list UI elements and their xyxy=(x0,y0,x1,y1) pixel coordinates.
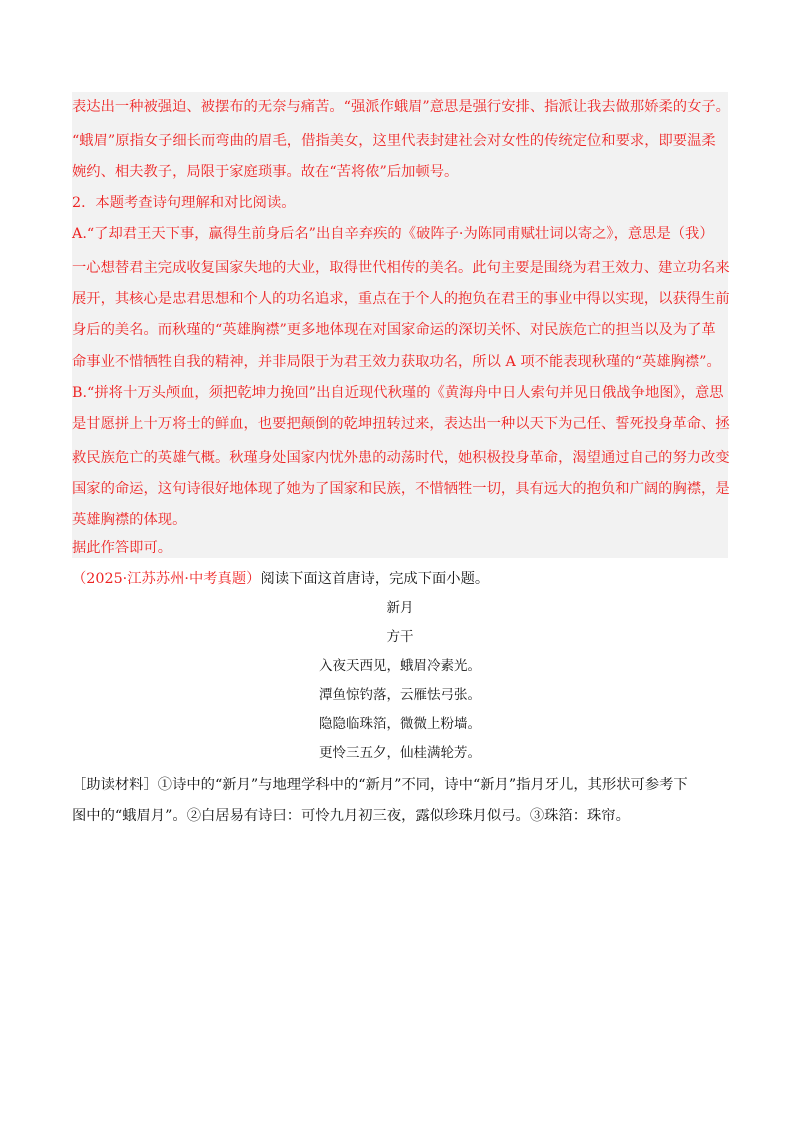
reading-notes-line: 图中的“蛾眉月”。②白居易有诗曰：可怜九月初三夜，露似珍珠月似弓。③珠箔：珠帘。 xyxy=(72,808,630,824)
analysis-closing: 据此作答即可。 xyxy=(72,540,173,556)
analysis-line: 表达出一种被强迫、被摆布的无奈与痛苦。“强派作蛾眉”意思是强行安排、指派让我去做那娇柔的女子。 xyxy=(72,99,730,115)
poem-title: 新月 xyxy=(386,600,414,616)
question-source: （2025·江苏苏州·中考真题） xyxy=(72,571,261,587)
analysis-line: “蛾眉”原指女子细长而弯曲的眉毛，借指美女，这里代表封建社会对女性的传统定位和要求，即要温柔 xyxy=(72,133,716,149)
analysis-line: 婉约、相夫教子，局限于家庭琐事。故在“苦将侬”后加顿号。 xyxy=(72,164,459,180)
poem-line: 更怜三五夕，仙桂满轮芳。 xyxy=(319,745,481,761)
analysis-line: 英雄胸襟的体现。 xyxy=(72,512,187,528)
analysis-line: 命事业不惜牺牲自我的精神，并非局限于为君王效力获取功名，所以 A 项不能表现秋瑾的“英雄胸襟”。 xyxy=(72,354,721,370)
question-stem xyxy=(72,569,489,589)
question-prompt: 阅读下面这首唐诗，完成下面小题。 xyxy=(260,571,490,587)
analysis-line: 一心想替君主完成收复国家失地的大业，取得世代相传的美名。此句主要是围绕为君王效力、建立功名来 xyxy=(72,260,730,276)
reading-notes-line: ［助读材料］①诗中的“新月”与地理学科中的“新月”不同，诗中“新月”指月牙儿，其形状可参考下 xyxy=(72,777,688,793)
poem-line: 入夜天西见，蛾眉冷素光。 xyxy=(319,658,481,674)
analysis-line: 身后的美名。而秋瑾的“英雄胸襟”更多地体现在对国家命运的深切关怀、对民族危亡的担当以及为了革 xyxy=(72,322,716,338)
analysis-line: 展开，其核心是忠君思想和个人的功名追求，重点在于个人的抱负在君王的事业中得以实现，以获得生前 xyxy=(72,291,730,307)
analysis-line: A.“了却君王天下事，赢得生前身后名”出自辛弃疾的《破阵子·为陈同甫赋壮词以寄之》，意思是（我） xyxy=(72,226,714,242)
analysis-line: 国家的命运，这句诗很好地体现了她为了国家和民族，不惜牺牲一切，具有远大的抱负和广阔的胸襟，是 xyxy=(72,481,730,497)
analysis-line: B.“拼将十万头颅血，须把乾坤力挽回”出自近现代秋瑾的《黄海舟中日人索句并见日俄战争地图》，意思 xyxy=(72,385,724,401)
poem-author: 方干 xyxy=(386,629,414,645)
poem-line: 隐隐临珠箔，微微上粉墙。 xyxy=(319,716,481,732)
analysis-line: 救民族危亡的英雄气概。秋瑾身处国家内忧外患的动荡时代，她积极投身革命，渴望通过自己的努力改变 xyxy=(72,450,730,466)
poem-line: 潭鱼惊钓落，云雁怯弓张。 xyxy=(319,687,481,703)
analysis-line: 是甘愿拼上十万将士的鲜血，也要把颠倒的乾坤扭转过来，表达出一种以天下为己任、誓死投身革命、拯 xyxy=(72,416,730,432)
analysis-line: 2．本题考查诗句理解和对比阅读。 xyxy=(72,195,296,211)
